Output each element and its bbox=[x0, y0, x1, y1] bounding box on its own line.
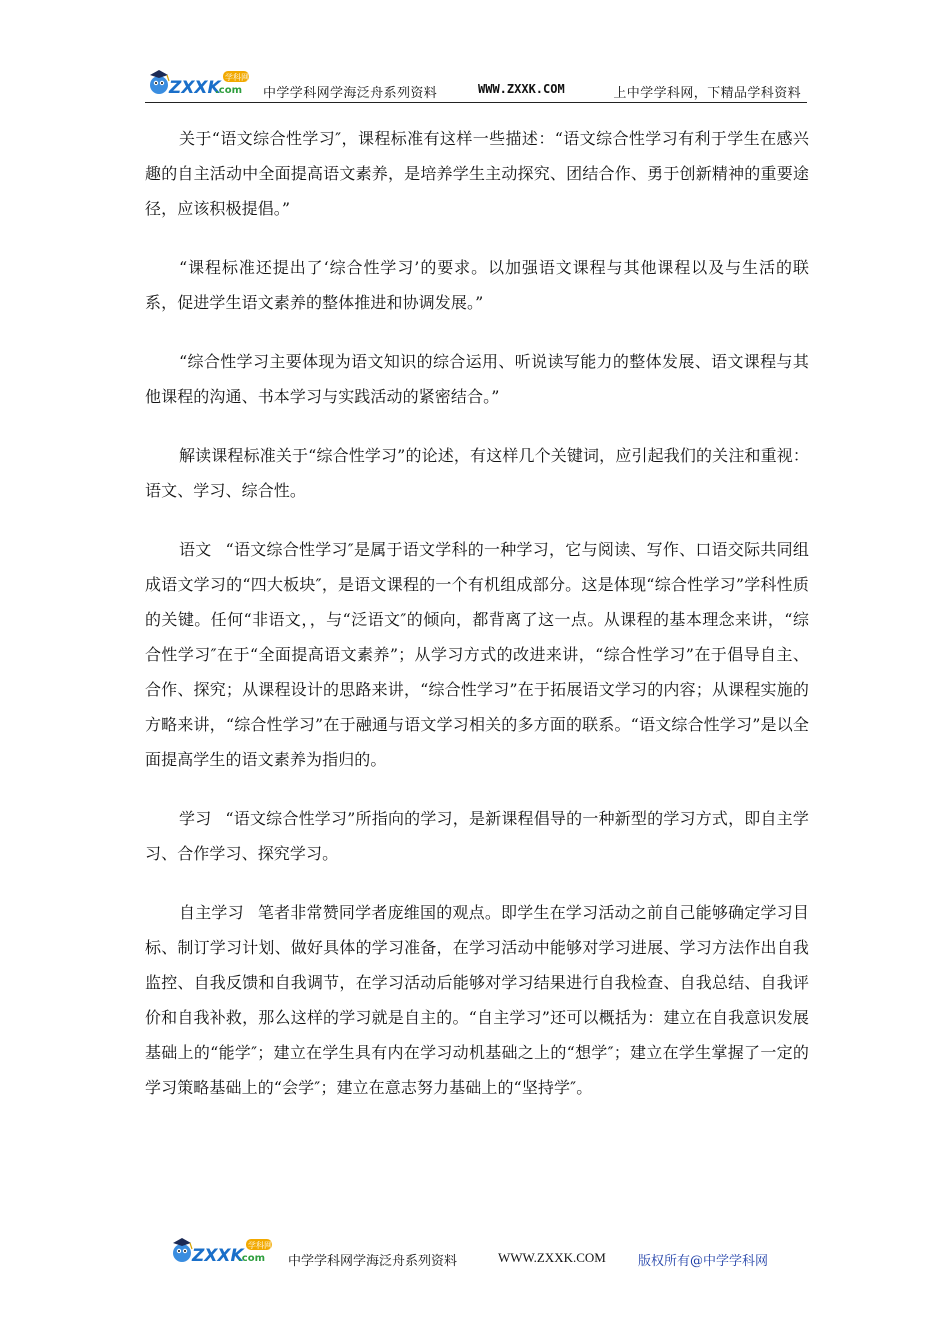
keyword-lead: 学习 bbox=[179, 809, 212, 828]
paragraph-1 bbox=[145, 121, 809, 226]
svg-text:.com: .com bbox=[238, 1253, 266, 1264]
svg-text:ZXXK: ZXXK bbox=[169, 78, 221, 98]
mascot-icon bbox=[150, 70, 169, 94]
paragraph-text: “语文综合性学习″是属于语文学科的一种学习，它与阅读、写作、口语交际共同组成语文学习的“四大板块″，是语文课程的一个有机组成部分。这是体现“综合性学习”学科性质的关键。任何“非语文，，与“泛语文″的倾向，都背离了这一点。从课程的基本理念来讲，“综合性学习″在于“全面提高语文素养”；从学习方式的改进来讲，“综合性学习”在于倡导自主、合作、探究；从课程设计的思路来讲，“综合性学习”在于拓展语文学习的内容；从课程实施的方略来讲，“综合性学习”在于融通与语文学习相关的多方面的联系。“语文综合性学习”是以全面提高学生的语文素养为指归的。 bbox=[145, 540, 809, 769]
article-body bbox=[145, 121, 809, 1129]
paragraph-yuwen bbox=[145, 532, 809, 777]
paragraph-text: 关于“语文综合性学习″，课程标准有这样一些描述：“语文综合性学习有利于学生在感兴趣的自主活动中全面提高语文素养，是培养学生主动探究、团结合作、勇于创新精神的重要途径，应该积极提倡。” bbox=[145, 129, 809, 218]
mascot-icon bbox=[173, 1238, 192, 1262]
footer-url[interactable]: WWW.ZXXK.COM bbox=[498, 1250, 606, 1265]
page-footer bbox=[168, 1234, 808, 1274]
keyword-lead: 自主学习 bbox=[179, 903, 244, 922]
zxxk-logo bbox=[145, 66, 253, 100]
paragraph-text: “语文综合性学习”所指向的学习，是新课程倡导的一种新型的学习方式，即自主学习、合作学习、探究学习。 bbox=[145, 809, 810, 863]
paragraph-text: 笔者非常赞同学者庞维国的观点。即学生在学习活动之前自己能够确定学习目标、制订学习计划、做好具体的学习准备，在学习活动中能够对学习进展、学习方法作出自我监控、自我反馈和自我调节，在学习活动后能够对学习结果进行自我检查、自我总结、自我评价和自我补救，那么这样的学习就是自主的。“自主学习”还可以概括为：建立在自我意识发展基础上的“能学″；建立在学生具有内在学习动机基础之上的“想学″；建立在学生掌握了一定的学习策略基础上的“会学″；建立在意志努力基础上的“坚持学″。 bbox=[145, 903, 809, 1097]
svg-text:ZXXK: ZXXK bbox=[192, 1246, 244, 1266]
keyword-lead: 语文 bbox=[179, 540, 212, 559]
header-series-title: 中学学科网学海泛舟系列资料 bbox=[263, 86, 438, 101]
paragraph-4 bbox=[145, 438, 809, 508]
page-header bbox=[145, 66, 807, 103]
svg-text:学科网: 学科网 bbox=[248, 1241, 272, 1250]
paragraph-xuexi bbox=[145, 801, 809, 871]
header-slogan: 上中学学科网，下精品学科资料 bbox=[613, 86, 801, 101]
footer-series-title: 中学学科网学海泛舟系列资料 bbox=[288, 1254, 458, 1269]
paragraph-text: “课程标准还提出了‘综合性学习’的要求。以加强语文课程与其他课程以及与生活的联系，促进学生语文素养的整体推进和协调发展。” bbox=[145, 258, 809, 312]
zxxk-logo bbox=[168, 1234, 276, 1268]
svg-text:学科网: 学科网 bbox=[225, 73, 249, 82]
svg-text:.com: .com bbox=[215, 85, 243, 96]
paragraph-text: 解读课程标准关于“综合性学习”的论述，有这样几个关键词，应引起我们的关注和重视：语文、学习、综合性。 bbox=[145, 446, 809, 500]
paragraph-zizhu bbox=[145, 895, 809, 1105]
header-url[interactable]: WWW.ZXXK.COM bbox=[478, 82, 565, 96]
paragraph-2 bbox=[145, 250, 809, 320]
paragraph-text: “综合性学习主要体现为语文知识的综合运用、听说读写能力的整体发展、语文课程与其他课程的沟通、书本学习与实践活动的紧密结合。” bbox=[145, 352, 809, 406]
paragraph-3 bbox=[145, 344, 809, 414]
footer-copyright[interactable]: 版权所有@中学学科网 bbox=[638, 1254, 769, 1269]
